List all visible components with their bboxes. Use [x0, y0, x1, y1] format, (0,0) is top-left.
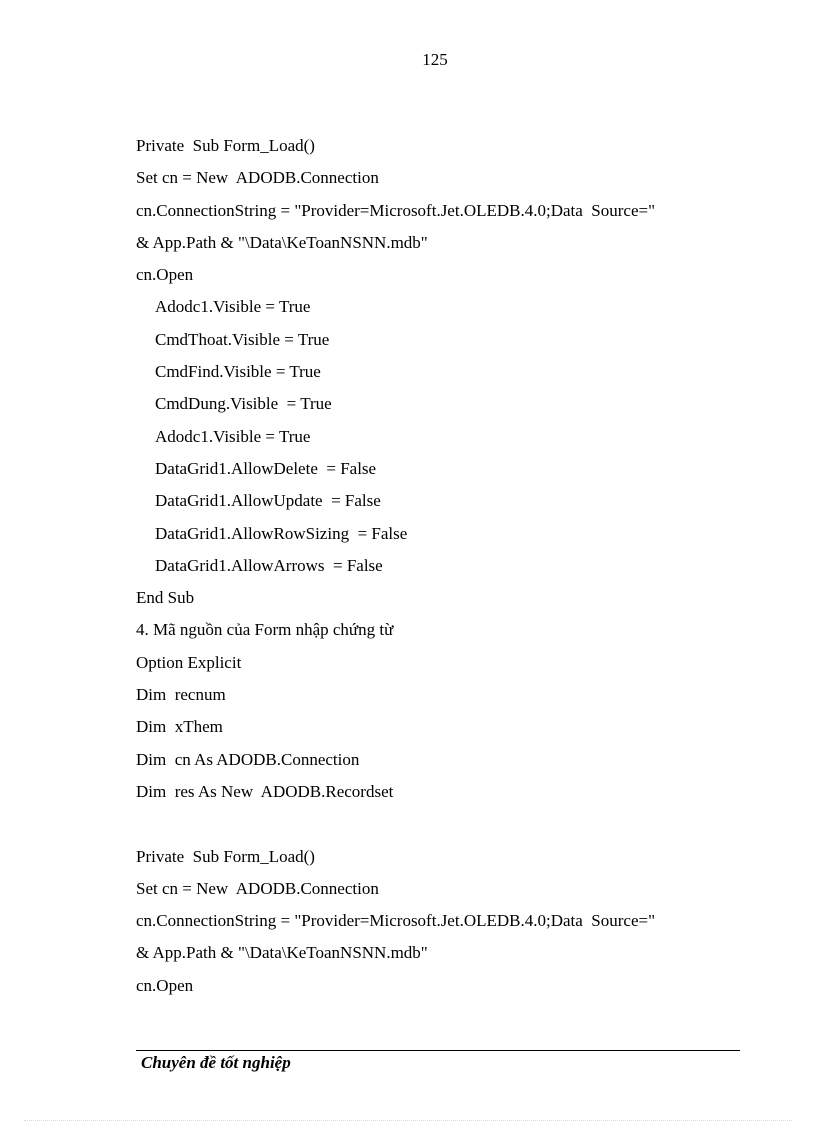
code-line: Dim recnum: [136, 685, 226, 705]
code-line: Dim res As New ADODB.Recordset: [136, 781, 394, 801]
code-line: CmdThoat.Visible = True: [155, 329, 330, 349]
code-line: & App.Path & "\Data\KeToanNSNN.mdb": [136, 232, 428, 252]
code-line: cn.ConnectionString = "Provider=Microsoft.Jet.OLEDB.4.0;Data Source=": [136, 200, 656, 220]
code-line: Private Sub Form_Load(): [136, 846, 315, 866]
code-line: CmdFind.Visible = True: [155, 362, 321, 382]
code-line: DataGrid1.AllowArrows = False: [155, 555, 383, 575]
page-number: 125: [422, 50, 448, 69]
code-listing: [136, 130, 756, 1002]
code-line: DataGrid1.AllowRowSizing = False: [155, 523, 408, 543]
code-line: cn.Open: [136, 975, 194, 995]
code-line: DataGrid1.AllowDelete = False: [155, 458, 377, 478]
blank-line: [136, 808, 756, 840]
code-line: Option Explicit: [136, 652, 242, 672]
code-line: Set cn = New ADODB.Connection: [136, 878, 379, 898]
code-line: cn.Open: [136, 265, 194, 285]
code-line: Set cn = New ADODB.Connection: [136, 168, 379, 188]
code-line: cn.ConnectionString = "Provider=Microsoft.Jet.OLEDB.4.0;Data Source=": [136, 911, 656, 931]
page-bottom-edge: [24, 1120, 792, 1121]
footer-divider: [136, 1050, 740, 1051]
code-line: DataGrid1.AllowUpdate = False: [155, 491, 381, 511]
code-line: Dim xThem: [136, 717, 223, 737]
code-line: Adodc1.Visible = True: [155, 297, 311, 317]
code-line: End Sub: [136, 588, 195, 608]
code-line: CmdDung.Visible = True: [155, 394, 332, 414]
code-line: & App.Path & "\Data\KeToanNSNN.mdb": [136, 943, 428, 963]
footer-title: Chuyên đề tốt nghiệp: [141, 1053, 291, 1072]
code-line: Adodc1.Visible = True: [155, 426, 311, 446]
code-line: Private Sub Form_Load(): [136, 136, 315, 155]
code-line: 4. Mã nguồn của Form nhập chứng từ: [136, 620, 394, 640]
code-line: Dim cn As ADODB.Connection: [136, 749, 360, 769]
